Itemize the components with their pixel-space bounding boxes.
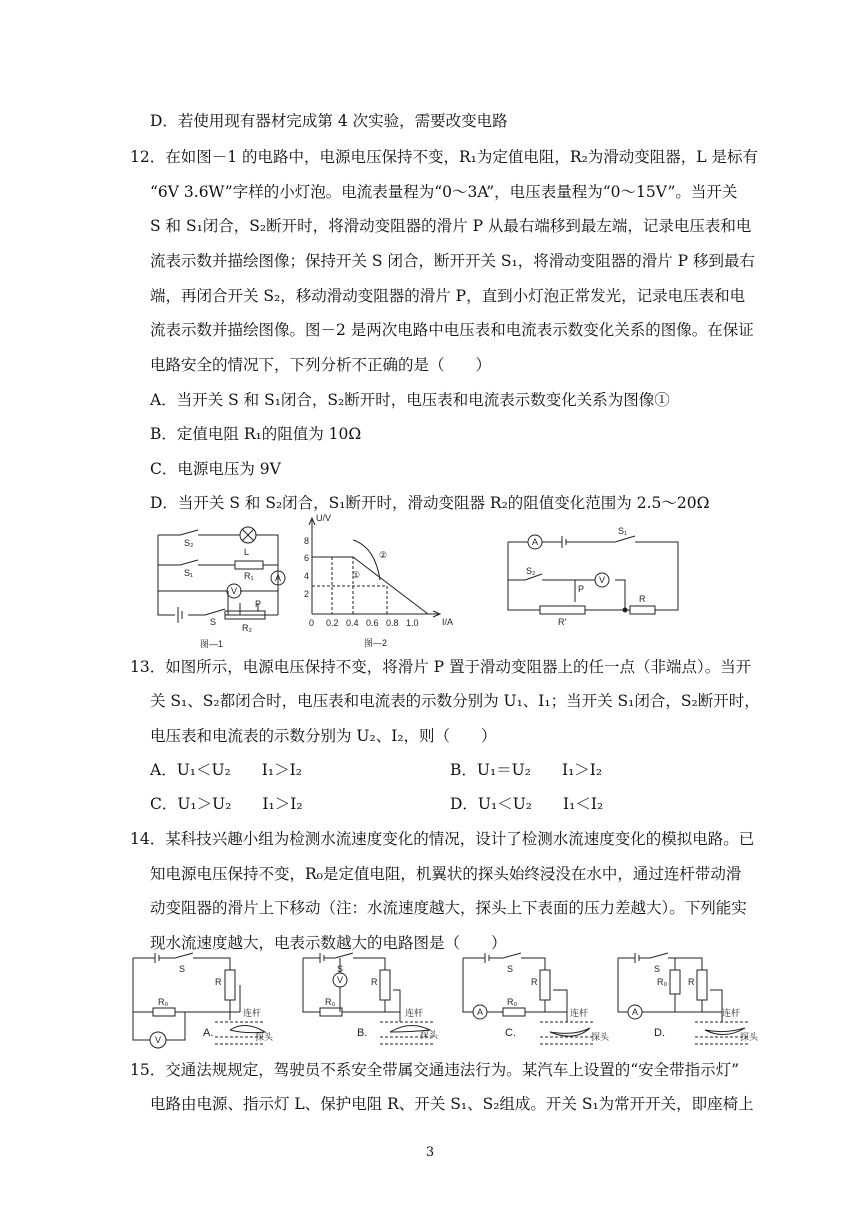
a-label-probe: 探头 [255, 1032, 274, 1042]
c-label-probe: 探头 [591, 1032, 610, 1042]
q12-option-d: D．当开关 S 和 S₂闭合，S₁断开时，滑动变阻器 R₂的阻值变化范围为 2.5～20Ω [150, 494, 710, 512]
label-s1: S₁ [618, 526, 628, 536]
x-tick-0-8: 0.8 [386, 618, 399, 628]
label-r2: R₂ [242, 623, 252, 633]
b-label-s: S [337, 964, 344, 974]
q12-line-1: 12．在如图－1 的电路中，电源电压保持不变，R₁为定值电阻，R₂为滑动变阻器，L 是标有 [130, 148, 759, 166]
d-letter: D. [654, 1027, 665, 1039]
d-label-s: S [654, 964, 661, 974]
x-tick-0-2: 0.2 [326, 618, 339, 628]
q14-figure-d [610, 950, 760, 1050]
q12-figure-1-circuit [150, 515, 300, 655]
q12-line-5: 端，再闭合开关 S₂，移动滑动变阻器的滑片 P，直到小灯泡正常发光，记录电压表和电 [150, 287, 746, 305]
q12-option-c: C．电源电压为 9V [150, 460, 281, 478]
b-label-r: R [371, 977, 378, 987]
q14-figure-c [455, 950, 610, 1050]
a-label-r: R [215, 977, 222, 987]
c-label-r: R [531, 977, 538, 987]
a-label-s: S [179, 964, 186, 974]
label-s2: S₂ [526, 566, 536, 576]
label-p: P [255, 599, 262, 609]
figure-1-caption: 图—1 [200, 639, 224, 649]
d-label-meter: A [632, 1007, 639, 1017]
d-label-rod: 连杆 [722, 1008, 741, 1018]
c-letter: C. [505, 1027, 516, 1039]
page-number: 3 [425, 1145, 435, 1160]
q14-line-1: 14．某科技兴趣小组为检测水流速度变化的情况，设计了检测水流速度变化的模拟电路。已 [130, 830, 755, 848]
x-tick-0-4: 0.4 [346, 618, 359, 628]
figure-2-caption: 图—2 [364, 638, 388, 648]
label-a: A [275, 573, 282, 583]
label-r: R [639, 594, 646, 604]
q13-line-3: 电压表和电流表的示数分别为 U₂、I₂，则（ ） [150, 727, 497, 745]
c-label-rod: 连杆 [570, 1008, 589, 1018]
b-label-r0: R₀ [325, 997, 336, 1007]
q14-line-4: 现水流速度越大，电表示数越大的电路图是（ ） [150, 934, 507, 952]
b-label-rod: 连杆 [405, 1008, 424, 1018]
b-letter: B. [357, 1027, 368, 1039]
x-tick-0: 0 [309, 618, 315, 628]
y-tick-4: 4 [304, 571, 310, 581]
q14-figure-a [125, 950, 275, 1050]
q13-circuit [500, 522, 685, 632]
q14-line-3: 动变阻器的滑片上下移动（注：水流速度越大，探头上下表面的压力差越大）。下列能实 [150, 899, 747, 917]
q13-line-2: 关 S₁、S₂都闭合时，电压表和电流表的示数分别为 U₁、I₁；当开关 S₁闭合，S₂断开时， [150, 692, 760, 710]
d-label-r0: R₀ [657, 977, 668, 987]
q14-line-2: 知电源电压保持不变，R₀是定值电阻，机翼状的探头始终浸没在水中，通过连杆带动滑 [150, 865, 742, 883]
x-tick-1-0: 1.0 [406, 618, 419, 628]
a-label-r0: R₀ [158, 997, 169, 1007]
q12-figure-2-graph [300, 512, 460, 657]
label-s2: S₂ [184, 538, 194, 548]
q12-line-3: S 和 S₁闭合，S₂断开时，将滑动变阻器的滑片 P 从最右端移到最左端，记录电压表和电 [150, 217, 752, 235]
label-v: V [231, 586, 238, 596]
label-s: S [210, 617, 217, 627]
q13-option-c: C．U₁＞U₂ I₁＞I₂ [150, 795, 303, 813]
d-label-r: R [688, 977, 695, 987]
a-label-meter: V [155, 1035, 162, 1045]
q13-option-b: B．U₁＝U₂ I₁＞I₂ [450, 761, 603, 779]
curve-label-1: ① [352, 570, 361, 580]
label-p: P [578, 584, 585, 594]
label-r1: R₁ [244, 571, 254, 581]
a-label-rod: 连杆 [243, 1008, 262, 1018]
b-label-probe: 探头 [420, 1030, 439, 1040]
y-tick-8: 8 [304, 536, 310, 546]
label-v: V [599, 575, 606, 585]
a-letter: A. [203, 1027, 214, 1039]
x-tick-0-6: 0.6 [366, 618, 379, 628]
b-label-meter: V [337, 975, 344, 985]
q12-line-7: 电路安全的情况下，下列分析不正确的是（ ） [150, 356, 492, 374]
q13-option-a: A．U₁＜U₂ I₁＞I₂ [150, 761, 302, 779]
c-label-meter: A [477, 1007, 484, 1017]
x-axis-label: I/A [442, 617, 454, 627]
q12-line-4: 流表示数并描绘图像；保持开关 S 闭合，断开开关 S₁，将滑动变阻器的滑片 P 移到最右 [150, 252, 756, 270]
label-r-prime: R′ [558, 617, 567, 627]
q12-option-a: A．当开关 S 和 S₁闭合，S₂断开时，电压表和电流表示数变化关系为图像① [150, 391, 670, 409]
c-label-s: S [507, 964, 514, 974]
q12-line-2: “6V 3.6W”字样的小灯泡。电流表量程为“0～3A”，电压表量程为“0～15V”。当开关 [150, 183, 738, 201]
d-label-probe: 探头 [740, 1032, 759, 1042]
q13-line-1: 13．如图所示，电源电压保持不变，将滑片 P 置于滑动变阻器上的任一点（非端点）。当开 [130, 658, 752, 676]
label-l: L [244, 547, 250, 557]
q15-line-1: 15．交通法规规定，驾驶员不系安全带属交通违法行为。某汽车上设置的“安全带指示灯” [130, 1061, 740, 1079]
curve-label-2: ② [379, 550, 388, 560]
label-a: A [532, 537, 539, 547]
c-label-r0: R₀ [507, 997, 518, 1007]
q12-option-b: B．定值电阻 R₁的阻值为 10Ω [150, 425, 362, 443]
y-axis-label: U/V [316, 513, 332, 523]
y-tick-2: 2 [304, 589, 310, 599]
q11-option-d: D．若使用现有器材完成第 4 次实验，需要改变电路 [150, 112, 508, 130]
label-s1: S₁ [184, 568, 194, 578]
y-tick-6: 6 [304, 553, 310, 563]
q15-line-2: 电路由电源、指示灯 L、保护电阻 R、开关 S₁、S₂组成。开关 S₁为常开开关，即座椅上 [150, 1095, 754, 1113]
q12-line-6: 流表示数并描绘图像。图－2 是两次电路中电压表和电流表示数变化关系的图像。在保证 [150, 321, 754, 339]
q14-figure-b [295, 950, 445, 1050]
q13-option-d: D．U₁＜U₂ I₁＜I₂ [450, 795, 604, 813]
